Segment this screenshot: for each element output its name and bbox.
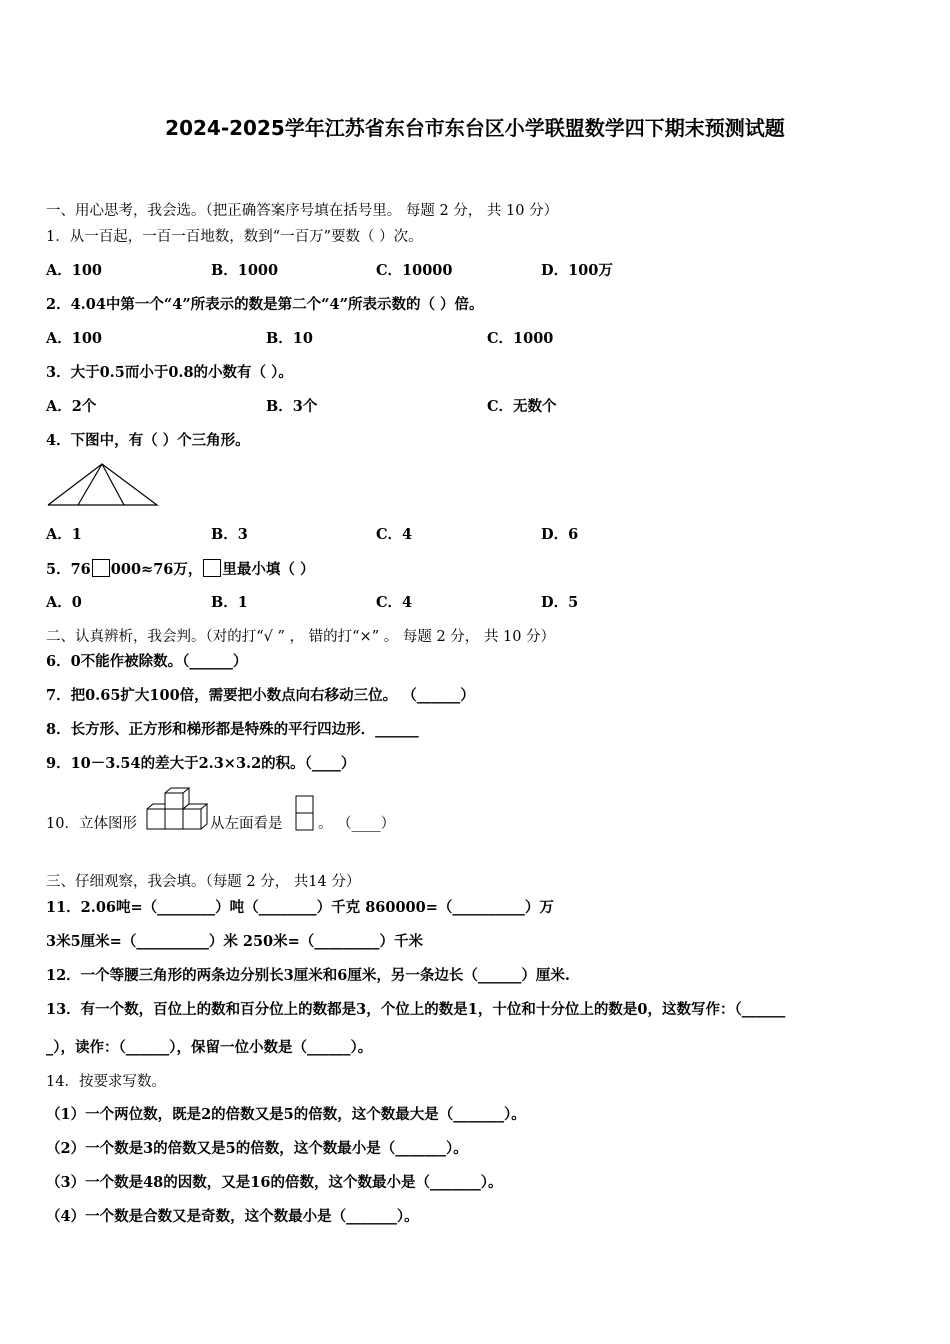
question-11-line-1: 11．2.06吨=（________）吨（________）千克 860000=（__________）万 <box>46 899 554 916</box>
question-14-part-2: （2）一个数是3的倍数又是5的倍数，这个数最小是（_______）。 <box>46 1140 468 1157</box>
question-1: 1．从一百起，一百一百地数，数到“一百万”要数（ ）次。 <box>46 229 423 245</box>
question-10-answer: 。 （____） <box>318 816 396 832</box>
q1-option-c: C．10000 <box>376 262 453 279</box>
q2-option-c: C．1000 <box>487 330 554 347</box>
q5-option-b: B．1 <box>211 594 248 611</box>
question-14-part-4: （4）一个数是合数又是奇数，这个数最小是（_______）。 <box>46 1208 419 1225</box>
q3-option-c: C．无数个 <box>487 398 557 415</box>
q3-option-b: B．3个 <box>266 398 318 415</box>
q4-option-b: B．3 <box>211 526 248 543</box>
question-13-line-1: 13．有一个数，百位上的数和百分位上的数都是3，个位上的数是1，十位和十分位上的数是0，这数写作：（______ <box>46 1001 786 1018</box>
q1-option-d: D．100万 <box>541 262 613 279</box>
q5-stem-part-1: 5．76 <box>46 561 91 578</box>
question-11-line-2: 3米5厘米=（__________）米 250米=（_________）千米 <box>46 933 424 950</box>
q5-option-c: C．4 <box>376 594 413 611</box>
question-13-line-2: _），读作：（______），保留一位小数是（______）。 <box>46 1039 373 1056</box>
q4-option-c: C．4 <box>376 526 413 543</box>
question-14: 14．按要求写数。 <box>46 1074 166 1090</box>
question-6: 6．0不能作被除数。（______） <box>46 653 248 670</box>
q1-option-a: A．100 <box>46 262 103 279</box>
q4-option-d: D．6 <box>541 526 579 543</box>
question-14-part-3: （3）一个数是48的因数，又是16的倍数，这个数最小是（_______）。 <box>46 1174 503 1191</box>
question-2: 2．4.04中第一个“4”所表示的数是第二个“4”所表示数的（ ）倍。 <box>46 296 484 313</box>
q1-option-b: B．1000 <box>211 262 279 279</box>
q4-option-a: A．1 <box>46 526 82 543</box>
question-14-part-1: （1）一个两位数，既是2的倍数又是5的倍数，这个数最大是（_______）。 <box>46 1106 526 1123</box>
question-9: 9．10－3.54的差大于2.3×3.2的积。（____） <box>46 755 356 772</box>
question-12: 12．一个等腰三角形的两条边分别长3厘米和6厘米，另一条边长（______）厘米. <box>46 967 570 984</box>
q2-option-b: B．10 <box>266 330 313 347</box>
q5-option-d: D．5 <box>541 594 579 611</box>
question-10-middle: 从左面看是 <box>210 816 283 832</box>
cube-stack-figure <box>145 787 209 833</box>
question-10-label: 10．立体图形 <box>46 816 137 832</box>
question-8: 8．长方形、正方形和梯形都是特殊的平行四边形．______ <box>46 721 419 738</box>
section-2-heading: 二、认真辨析，我会判。（对的打“√ ” ， 错的打“×” 。 每题 2 分， 共 10 分） <box>46 629 556 645</box>
section-1-heading: 一、用心思考，我会选。（把正确答案序号填在括号里。 每题 2 分， 共 10 分） <box>46 203 559 219</box>
q5-stem-part-2: 000≈76万， <box>110 561 203 578</box>
q5-stem-part-3: 里最小填（ ） <box>222 561 315 578</box>
q3-option-a: A．2个 <box>46 398 97 415</box>
question-7: 7．把0.65扩大100倍，需要把小数点向右移动三位。 （______） <box>46 687 475 704</box>
question-4: 4．下图中，有（ ）个三角形。 <box>46 432 250 449</box>
blank-box-icon <box>203 559 221 577</box>
triangle-figure <box>46 462 160 508</box>
question-5 <box>46 559 314 580</box>
q2-option-a: A．100 <box>46 330 103 347</box>
question-3: 3．大于0.5而小于0.8的小数有（ ）。 <box>46 364 293 381</box>
q5-option-a: A．0 <box>46 594 82 611</box>
section-3-heading: 三、仔细观察，我会填。（每题 2 分， 共14 分） <box>46 874 361 890</box>
blank-box-icon <box>92 559 110 577</box>
page-title: 2024-2025学年江苏省东台市东台区小学联盟数学四下期末预测试题 <box>165 116 785 140</box>
left-view-figure <box>295 795 315 831</box>
